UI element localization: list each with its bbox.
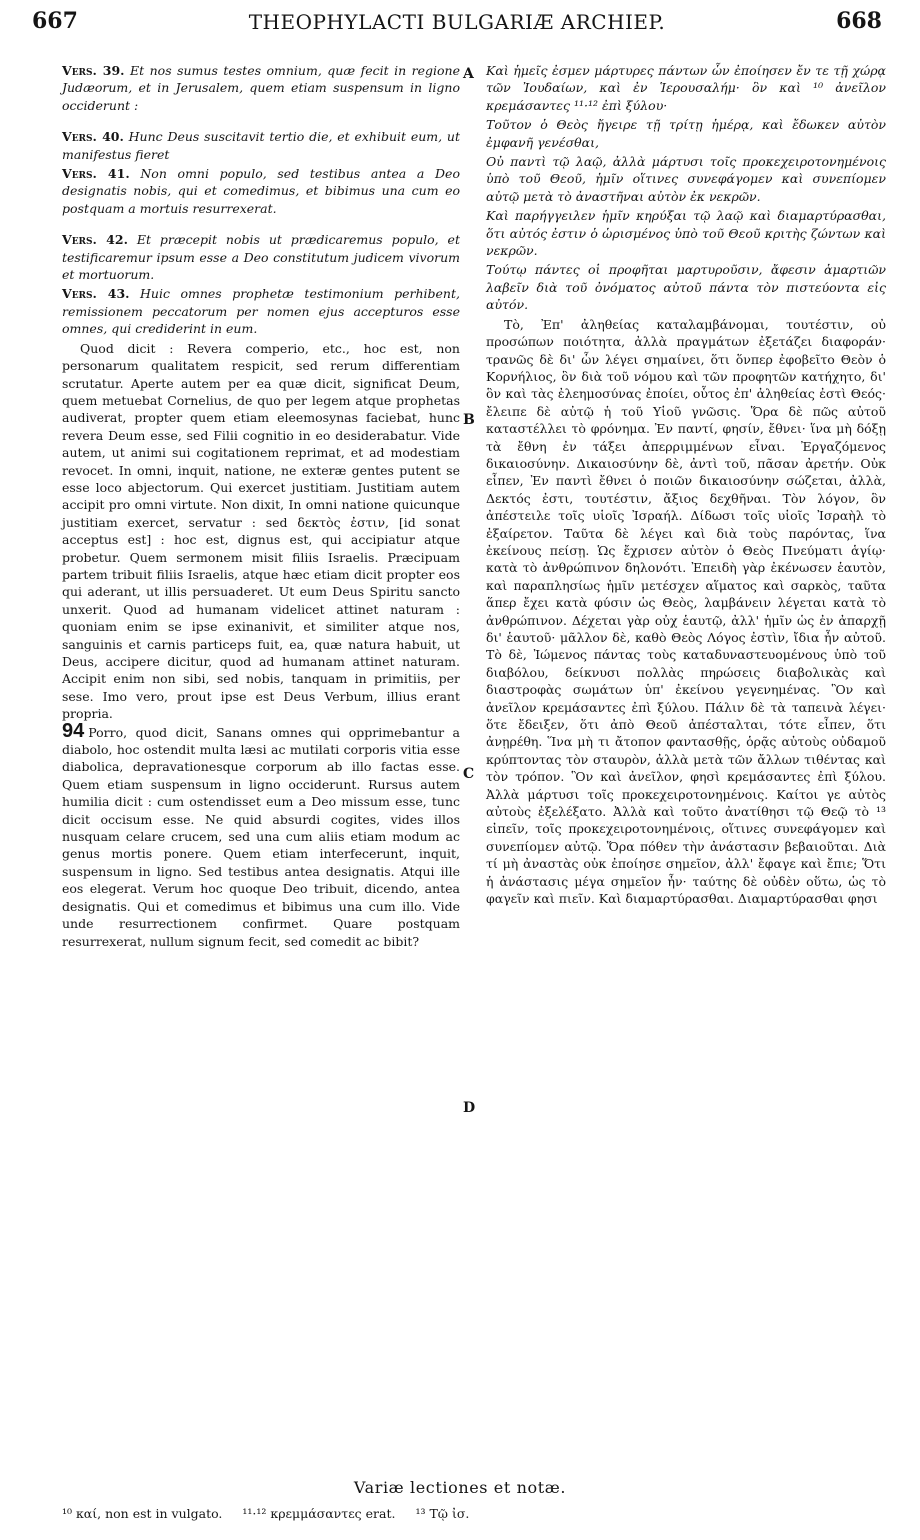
- verse-text: Et præcepit nobis ut prædicaremus populo, et testificaremur ipsum esse a Deo constitutum judicem vivorum et mortuorum.: [62, 232, 460, 283]
- verse-text: Et nos sumus testes omnium, quæ fecit in regione Judæorum, et in Jerusalem, quem etiam suspensum in ligno occiderunt :: [62, 63, 460, 113]
- running-title: THEOPHYLACTI BULGARIÆ ARCHIEP.: [248, 10, 666, 34]
- verse-label: Vers. 41.: [62, 166, 130, 182]
- greek-verse-39: Καὶ ἡμεῖς ἐσμεν μάρτυρες πάντων ὧν ἐποίησεν ἔν τε τῇ χώρᾳ τῶν Ἰουδαίων, καὶ ἐν Ἱερουσαλήμ· ὃν καὶ ¹⁰ ἀνεῖλον κρεμάσαντες ¹¹·¹² ἐπὶ ξύλου·: [486, 63, 886, 113]
- latin-column: [62, 62, 460, 950]
- footnote-11-12: ¹¹·¹² κρεμμάσαντες erat.: [242, 1506, 396, 1521]
- margin-letter-a: A: [463, 66, 474, 82]
- greek-commentary: Τὸ, Ἐπ' ἀληθείας καταλαμβάνομαι, τουτέστιν, οὐ προσώπων ποιότητα, ἀλλὰ πραγμάτων ἐξετάζει διαφοράν· τρανῶς δὲ δι' ὧν λέγει σημαίνει, ὅτι ὅνπερ ἐφοβεῖτο Θεὸν ὁ Κορνήλιος, ὃν διὰ τοῦ νόμου καὶ τῶν προφητῶν κατήχητο, δι' ὃν καὶ τὰς ἐλεημοσύνας ἐποίει, οὗτος ἐπ' ἀληθείας ἐστὶ Θεός· ἔλειπε δὲ αὐτῷ ἡ τοῦ Υἱοῦ γνῶσις. Ὅρα δὲ πῶς αὐτοῦ καταστέλλει τὸ φρόνημα. Ἐν παντί, φησίν, ἔθνει· ἵνα μὴ δόξῃ τὰ ἔθνη ἐν τάξει ἀπερριμμένων εἶναι. Ἐργαζόμενος δικαιοσύνην. Δικαιοσύνην δὲ, ἀντὶ τοῦ, πᾶσαν ἀρετήν. Οὐκ εἶπεν, Ἐν παντὶ ἔθνει ὁ ποιῶν δικαιοσύνην σώζεται, ἀλλὰ, Δεκτός ἐστι, τουτέστιν, ἄξιος δεχθῆναι. Τὸν λόγον, ὃν ἀπέστειλε τοῖς υἱοῖς Ἰσραήλ. Δίδωσι τοῖς υἱοῖς Ἰσραὴλ τὸ ἐξαίρετον. Ταῦτα δὲ λέγει καὶ διὰ τοὺς παρόντας, ἵνα ἐκείνους πείσῃ. Ὡς ἔχρισεν αὐτὸν ὁ Θεὸς Πνεύματι ἁγίῳ· κατὰ τὸ ἀνθρώπινον δηλονότι. Ἐπειδὴ γὰρ ἐκένωσεν ἑαυτὸν, καὶ παραπλησίως ἡμῖν μετέσχεν αἵματος καὶ σαρκὸς, ταῦτα ἅπερ ἔχει κατὰ φύσιν ὡς Θεὸς, λαμβάνειν λέγεται κατὰ τὸ ἀνθρώπινον. Δέχεται γὰρ οὐχ ἑαυτῷ, ἀλλ' ἡμῖν ὡς ἐν ἀπαρχῇ δι' ἑαυτοῦ· μᾶλλον δὲ, καθὸ Θεὸς Λόγος ἐστὶν, ἴδια ἦν αὐτοῦ. Τὸ δὲ, Ἰώμενος πάντας τοὺς καταδυναστευομένους ὑπὸ τοῦ διαβόλου, δείκνυσι πολλὰς πηρώσεις διαβολικὰς καὶ διαστροφὰς σωμάτων ὑπ' ἐκείνου γεγενημένας. Ὃν καὶ ἀνεῖλον κρεμάσαντες ἐπὶ ξύλου. Πάλιν δὲ τὰ ταπεινὰ λέγει· ὅτε ἔδειξεν, ὅτι ἀπὸ Θεοῦ ἀπέσταλται, τότε εἶπεν, ὅτι ἀνῃρέθη. Ἵνα μὴ τι ἄτοπον φαντασθῇς, ὁρᾷς αὐτοὺς οὐδαμοῦ κρύπτοντας τὸν σταυρὸν, ἀλλὰ μετὰ τῶν ἄλλων τιθέντας καὶ τὸν τρόπον. Ὃν καὶ ἀνεῖλον, φησὶ κρεμάσαντες ἐπὶ ξύλου. Ἀλλὰ μάρτυσι τοῖς προκεχειροτονημένοις. Καίτοι γε αὐτὸς αὐτοὺς ἐξελέξατο. Ἀλλὰ καὶ τοῦτο ἀνατίθησι τῷ Θεῷ τὸ ¹³ εἰπεῖν, τοῖς προκεχειροτονημένοις, οἵτινες συνεφάγομεν καὶ συνεπίομεν αὐτῷ. Ὅρα πόθεν τὴν ἀνάστασιν βεβαιοῦται. Διὰ τί μὴ ἀναστὰς οὐκ ἐποίησε σημεῖον, ἀλλ' ἔφαγε καὶ ἔπιε; Ὅτι ἡ ἀνάστασις μέγα σημεῖον ἦν· ταύτης δὲ οὐδὲν οὕτω, ὡς τὸ φαγεῖν καὶ πιεῖν. Καὶ διαμαρτύρασθαι. Διαμαρτύρασθαι φησι: [486, 316, 886, 907]
- latin-verse-43: [62, 285, 460, 337]
- latin-commentary-1: Quod dicit : Revera comperio, etc., hoc est, non personarum qualitatem respicit, sed rerum differentiam scrutatur. Aperte autem per ea quæ dicit, significat Deum, quem metuebat Cornelius, de quo per legem atque prophetas audiverat, propter quem etiam eleemosynas faciebat, hunc revera Deum esse, sed Filii cognitio in eo desiderabatur. Vide autem, ut animi sui cogitationem reprimat, et ad modestiam revocet. In omni, inquit, natione, ne exteræ gentes putent se esse loco abjectorum. Qui exercet justitiam. Justitiam autem accipit pro omni virtute. Non dixit, In omni natione quicunque justitiam exercet, servatur : sed δεκτὸς ἐστιν, [id sonat acceptus est] : hoc est, dignus est, qui accipiatur atque probetur. Quem sermonem misit filiis Israelis. Præcipuam partem tribuit filiis Israelis, atque hæc etiam dicit propter eos qui aderant, ut illis persuaderet. Ut eum Deus Spiritu sancto unxerit. Quod ad humanam videlicet attinet naturam : quoniam enim se ipse exinanivit, et similiter atque nos, sanguinis et carnis particeps fuit, ea, quæ natura habuit, ut Deus, accipere dicitur, quod ad humanam attinet naturam. Accipit enim non sibi, sed nobis, tanquam in primitiis, per sese. Imo vero, prout ipse est Deus Verbum, illius erant propria.: [62, 340, 460, 722]
- verse-text: Hunc Deus suscitavit tertio die, et exhibuit eum, ut manifestus fieret: [62, 129, 461, 162]
- greek-verse-43: Τούτῳ πάντες οἱ προφῆται μαρτυροῦσιν, ἄφεσιν ἁμαρτιῶν λαβεῖν διὰ τοῦ ὀνόματος αὐτοῦ πάντα τὸν πιστεύοντα εἰς αὐτόν.: [486, 262, 886, 313]
- notes-heading: Variæ lectiones et notæ.: [353, 1478, 567, 1497]
- column-number: 94: [62, 719, 85, 742]
- margin-letter-c: C: [463, 766, 475, 782]
- verse-label: Vers. 42.: [62, 232, 128, 248]
- latin-verse-41: [62, 165, 460, 217]
- greek-column: [486, 62, 886, 908]
- footnotes: [62, 1506, 882, 1521]
- latin-verse-40: [62, 128, 460, 163]
- page-number-right: 668: [836, 8, 882, 34]
- latin-commentary-2: [62, 719, 460, 950]
- verse-label: Vers. 43.: [62, 286, 130, 302]
- page-number-left: 667: [32, 8, 78, 34]
- margin-letter-d: D: [463, 1100, 476, 1116]
- page-header: [32, 6, 882, 36]
- latin-verse-42: [62, 231, 460, 283]
- latin-commentary-2-text: Porro, quod dicit, Sanans omnes qui opprimebantur a diabolo, hoc ostendit multa læsi ac mutilati corporis vitia esse diabolica, depravationesque corporum ab illo factas esse. Quem etiam suspensum in ligno occiderunt. Rursus autem humilia dicit : cum ostendisset eum a Deo missum esse, tunc dicit occisum esse. Ne quid absurdi cogites, vides illos nusquam celare crucem, sed una cum aliis etiam modum ac genus mortis ponere. Quem etiam interfecerunt, inquit, suspensum in ligno. Sed testibus antea designatis. Atqui ille eos elegerat. Verum hoc quoque Deo tribuit, dicendo, antea designatis. Qui et comedimus et bibimus una cum illo. Vide unde resurrectionem confirmet. Quare postquam resurrexerat, nullum signum fecit, sed comedit ac bibit?: [62, 724, 460, 949]
- footnote-13: ¹³ Τῷ ἰσ.: [415, 1506, 470, 1521]
- footnote-10: ¹⁰ καί, non est in vulgato.: [62, 1506, 223, 1521]
- verse-text: Non omni populo, sed testibus antea a Deo designatis nobis, qui et comedimus, et bibimus una cum eo postquam a mortuis resurrexerat.: [62, 166, 460, 216]
- verse-label: Vers. 39.: [62, 63, 125, 78]
- margin-letter-b: B: [463, 412, 475, 428]
- greek-verse-40: Τοῦτον ὁ Θεὸς ἤγειρε τῇ τρίτῃ ἡμέρᾳ, καὶ ἔδωκεν αὐτὸν ἐμφανῆ γενέσθαι,: [486, 117, 886, 150]
- latin-verse-39: [62, 62, 460, 114]
- greek-verse-41: Οὐ παντὶ τῷ λαῷ, ἀλλὰ μάρτυσι τοῖς προκεχειροτονημένοις ὑπὸ τοῦ Θεοῦ, ἡμῖν οἵτινες συνεφάγομεν καὶ συνεπίομεν αὐτῷ μετὰ τὸ ἀναστῆναι αὐτὸν ἐκ νεκρῶν.: [486, 154, 886, 204]
- verse-label: Vers. 40.: [62, 129, 124, 145]
- verse-text: Huic omnes prophetæ testimonium perhibent, remissionem peccatorum per nomen ejus accepturos esse omnes, qui crediderint in eum.: [62, 286, 460, 337]
- greek-verse-42: Καὶ παρήγγειλεν ἡμῖν κηρύξαι τῷ λαῷ καὶ διαμαρτύρασθαι, ὅτι αὐτός ἐστιν ὁ ὡρισμένος ὑπὸ τοῦ Θεοῦ κριτὴς ζώντων καὶ νεκρῶν.: [486, 208, 886, 259]
